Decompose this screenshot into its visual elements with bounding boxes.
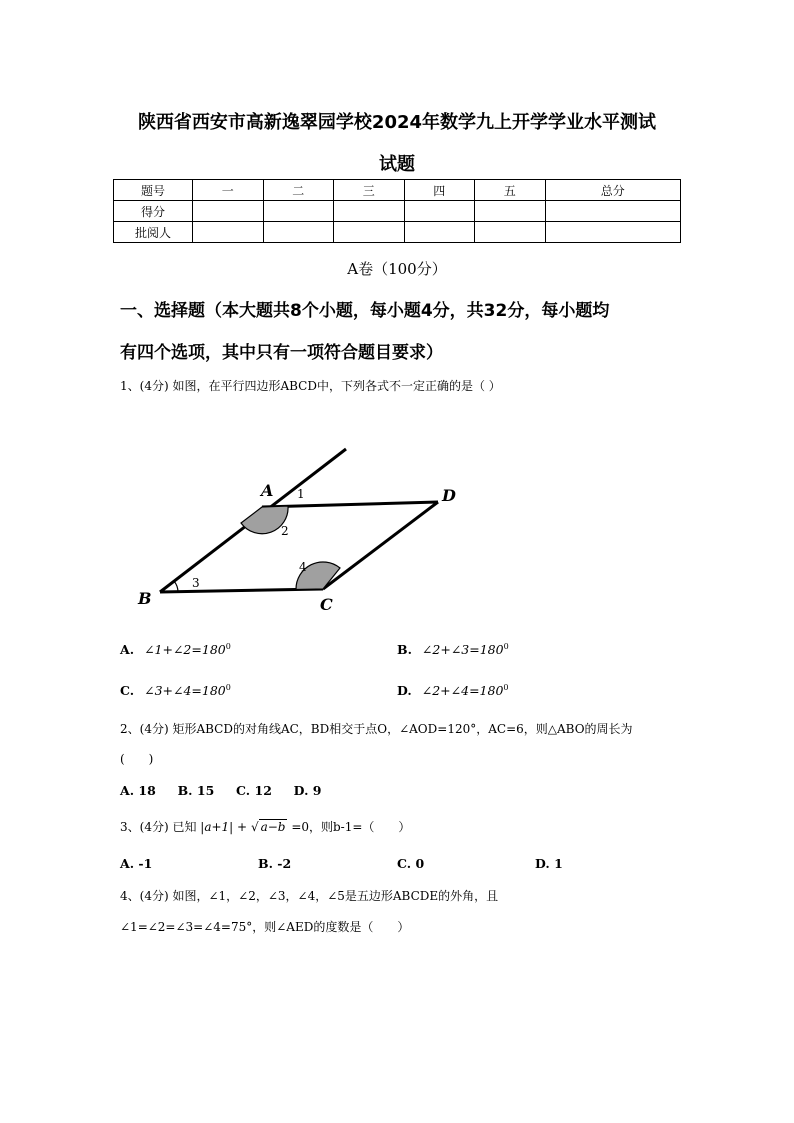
option-label: B.	[258, 856, 273, 871]
parallelogram-figure	[130, 440, 470, 620]
option-label: D.	[293, 783, 309, 798]
q2-option-b[interactable]	[178, 783, 215, 798]
score-table-header-cell: 三	[334, 180, 405, 201]
score-table-header-cell: 四	[404, 180, 475, 201]
q3-option-a[interactable]	[120, 856, 152, 871]
score-table-row	[114, 201, 681, 222]
option-text: 12	[254, 783, 272, 798]
q1-option-c[interactable]	[120, 683, 231, 698]
option-text: ∠3+∠4=180	[144, 683, 226, 699]
grader-cell	[193, 222, 264, 243]
option-label: A.	[120, 642, 135, 658]
question-2-text: 2、(4分) 矩形ABCD的对角线AC，BD相交于点O，∠AOD=120°，AC=6，则△ABO的周长为	[120, 722, 633, 736]
option-label: A.	[120, 856, 135, 871]
option-text: 0	[415, 856, 425, 871]
score-table-row	[114, 222, 681, 243]
vertex-c-label: C	[320, 595, 333, 614]
vertex-b-label: B	[138, 589, 152, 608]
option-label: D.	[535, 856, 550, 871]
section-heading-line-1: 一、选择题（本大题共8个小题，每小题4分，共32分，每小题均	[120, 301, 610, 321]
score-table-header-cell: 题号	[114, 180, 193, 201]
option-text: 18	[138, 783, 156, 798]
grader-cell	[263, 222, 334, 243]
title-line-1: 陕西省西安市高新逸翠园学校2024年数学九上开学学业水平测试	[137, 112, 657, 133]
option-label: B.	[177, 783, 193, 798]
grader-cell	[475, 222, 546, 243]
grader-cell	[334, 222, 405, 243]
angle-2-label: 2	[281, 524, 289, 538]
section-a-title: A卷（100分）	[347, 260, 447, 278]
q3-prefix: 3、(4分) 已知	[120, 820, 197, 834]
score-table-header-cell: 五	[475, 180, 546, 201]
q3-option-d[interactable]	[535, 856, 563, 871]
question-3-text: 3、(4分) 已知 |a+1| + √ a−b =0，则b-1=（ ）	[120, 820, 411, 834]
option-sup: 0	[225, 683, 231, 692]
vertex-d-label: D	[442, 486, 456, 505]
option-sup: 0	[503, 683, 509, 692]
q1-option-b[interactable]	[397, 642, 509, 657]
q3-option-c[interactable]	[397, 856, 424, 871]
option-label: B.	[397, 642, 412, 658]
score-table-header-row	[114, 180, 681, 201]
option-text: ∠2+∠3=180	[421, 642, 504, 658]
angle-4-label: 4	[299, 560, 307, 574]
q3-suffix: =0，则b-1=（ ）	[291, 820, 411, 834]
score-table-header-cell: 一	[193, 180, 264, 201]
score-table-header-cell: 总分	[545, 180, 681, 201]
score-cell	[475, 201, 546, 222]
score-cell	[404, 201, 475, 222]
score-table	[113, 179, 681, 243]
grader-cell	[545, 222, 681, 243]
option-label: C.	[236, 783, 251, 798]
option-label: A.	[120, 783, 135, 798]
score-cell	[545, 201, 681, 222]
q2-option-a[interactable]	[120, 783, 156, 798]
option-text: 9	[312, 783, 322, 798]
option-label: C.	[397, 856, 412, 871]
option-sup: 0	[503, 642, 509, 651]
question-2-paren: ( )	[120, 752, 154, 766]
option-text: 1	[554, 856, 563, 871]
option-text: -2	[277, 856, 292, 871]
q3-sqrt-term: a−b	[260, 820, 286, 834]
q2-options	[120, 783, 321, 798]
option-sup: 0	[225, 642, 231, 651]
option-text: 15	[196, 783, 215, 798]
q3-plus: +	[237, 820, 248, 834]
grader-row-label: 批阅人	[114, 222, 193, 243]
side-cd	[323, 502, 438, 589]
option-text: ∠1+∠2=180	[144, 642, 226, 658]
angle-3-label: 3	[192, 576, 200, 590]
q1-option-a[interactable]	[120, 642, 231, 657]
question-4-text-line-2: ∠1=∠2=∠3=∠4=75°，则∠AED的度数是（ ）	[120, 920, 410, 934]
score-cell	[334, 201, 405, 222]
option-text: ∠2+∠4=180	[421, 683, 504, 699]
q2-option-c[interactable]	[236, 783, 272, 798]
option-label: D.	[397, 683, 412, 699]
angle-1-label: 1	[297, 487, 305, 501]
score-row-label: 得分	[114, 201, 193, 222]
q2-option-d[interactable]	[294, 783, 322, 798]
score-cell	[193, 201, 264, 222]
q3-abs-term: |a+1|	[200, 820, 234, 834]
q3-option-b[interactable]	[258, 856, 291, 871]
section-heading-line-2: 有四个选项，其中只有一项符合题目要求）	[120, 343, 443, 363]
vertex-a-label: A	[261, 481, 274, 500]
score-table-header-cell: 二	[263, 180, 334, 201]
question-1-text: 1、(4分) 如图，在平行四边形ABCD中，下列各式不一定正确的是（ ）	[120, 379, 501, 393]
question-4-text-line-1: 4、(4分) 如图，∠1，∠2，∠3，∠4，∠5是五边形ABCDE的外角，且	[120, 889, 499, 903]
option-label: C.	[120, 683, 135, 699]
grader-cell	[404, 222, 475, 243]
option-text: -1	[138, 856, 153, 871]
score-cell	[263, 201, 334, 222]
q1-option-d[interactable]	[397, 683, 509, 698]
title-line-2: 试题	[379, 154, 415, 175]
